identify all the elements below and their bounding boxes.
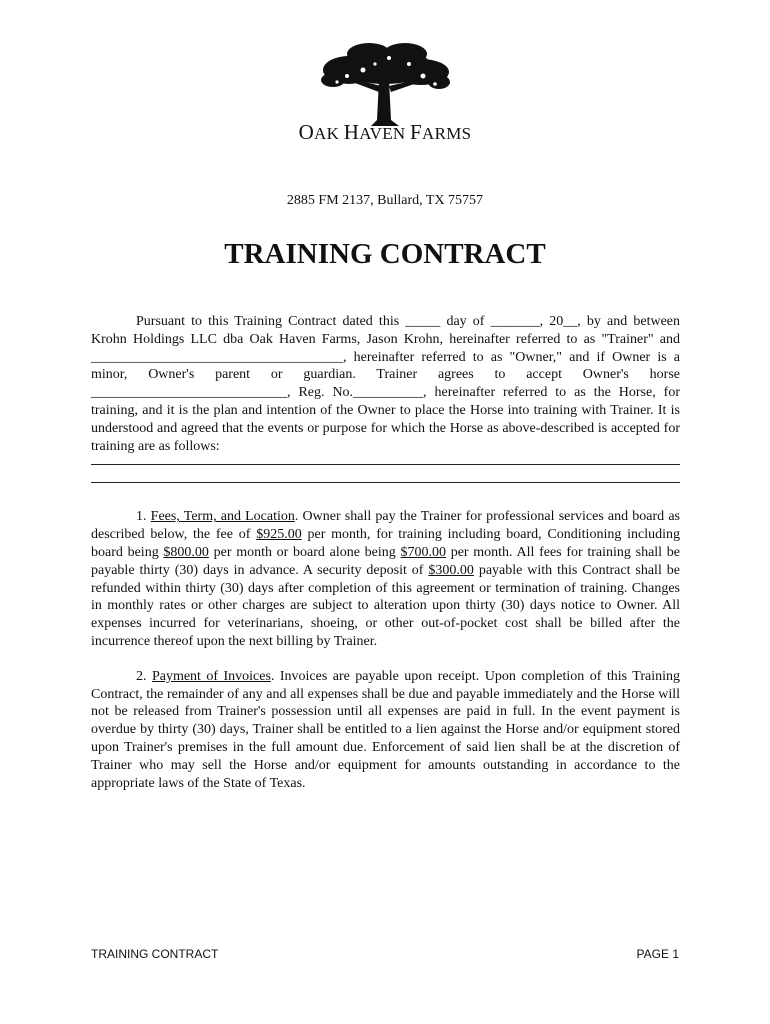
brand-name: OAK HAVEN FARMS xyxy=(298,120,472,144)
blank-line xyxy=(91,455,680,465)
blank-line xyxy=(91,473,680,483)
fee-training: $925.00 xyxy=(256,527,302,543)
section-fees: 1. Fees, Term, and Location. Owner shall pay the Trainer for professional services and board as described below, the fee of $925.00 per month, for training including board, Conditioning including board being $800.00 per month or board alone being $700.00 per month. All fees for training shall be payable thirty (30) days in advance. A security deposit of $300.00 payable with this Contract shall be refunded within thirty (30) days after completion of this agreement or termination of training. Changes in monthly rates or other charges are subject to alteration upon thirty (30) days notice to Owner. All expenses incurred for veterinarians, shoeing, or other out-of-pocket cost shall be billed after the incurrence thereof upon the next billing by Trainer. xyxy=(91,509,681,649)
fee-conditioning: $800.00 xyxy=(163,544,209,560)
oak-tree-logo xyxy=(319,40,451,128)
section-heading: Fees, Term, and Location xyxy=(150,509,295,525)
fee-board: $700.00 xyxy=(400,544,446,560)
security-deposit: $300.00 xyxy=(428,562,474,578)
contract-body xyxy=(91,313,680,792)
address: 2885 FM 2137, Bullard, TX 75757 xyxy=(286,193,484,208)
document-title: TRAINING CONTRACT xyxy=(224,238,546,270)
footer-title: TRAINING CONTRACT xyxy=(91,947,219,961)
section-number: 2. xyxy=(136,668,147,684)
page-number: PAGE 1 xyxy=(636,947,679,961)
section-heading: Payment of Invoices xyxy=(151,668,271,684)
section-payment: 2. Payment of Invoices. Invoices are payable upon receipt. Upon completion of this Training Contract, the remainder of any and all expenses shall be due and payable immediately and the Horse will not be released from Trainer's possession until all expenses are paid in full. In the event payment is overdue by thirty (30) days, Trainer shall be entitled to a lien against the Horse and/or equipment stored upon Trainer's premises in the full amount due. Enforcement of said lien shall be at the discretion of Trainer who may sell the Horse and/or equipment for amounts outstanding in accordance to the appropriate laws of the State of Texas. xyxy=(91,668,680,791)
intro-paragraph: Pursuant to this Training Contract dated this _____ day of _______, 20__, by and between Krohn Holdings LLC dba Oak Haven Farms, Jason Krohn, hereinafter referred to as "Trainer" and ____________________________________, hereinafter referred to as "Owner," and if Owner is a minor, Owner's parent or guardian. Trainer agrees to accept Owner's horse ____________________________, Reg. No.__________, hereinafter referred to as the Horse, for training, and it is the plan and intention of the Owner to place the Horse into training with Trainer. It is understood and agreed that the events or purpose for which the Horse as above-described is accepted for training are as follows: xyxy=(91,314,680,454)
section-number: 1. xyxy=(136,509,147,525)
